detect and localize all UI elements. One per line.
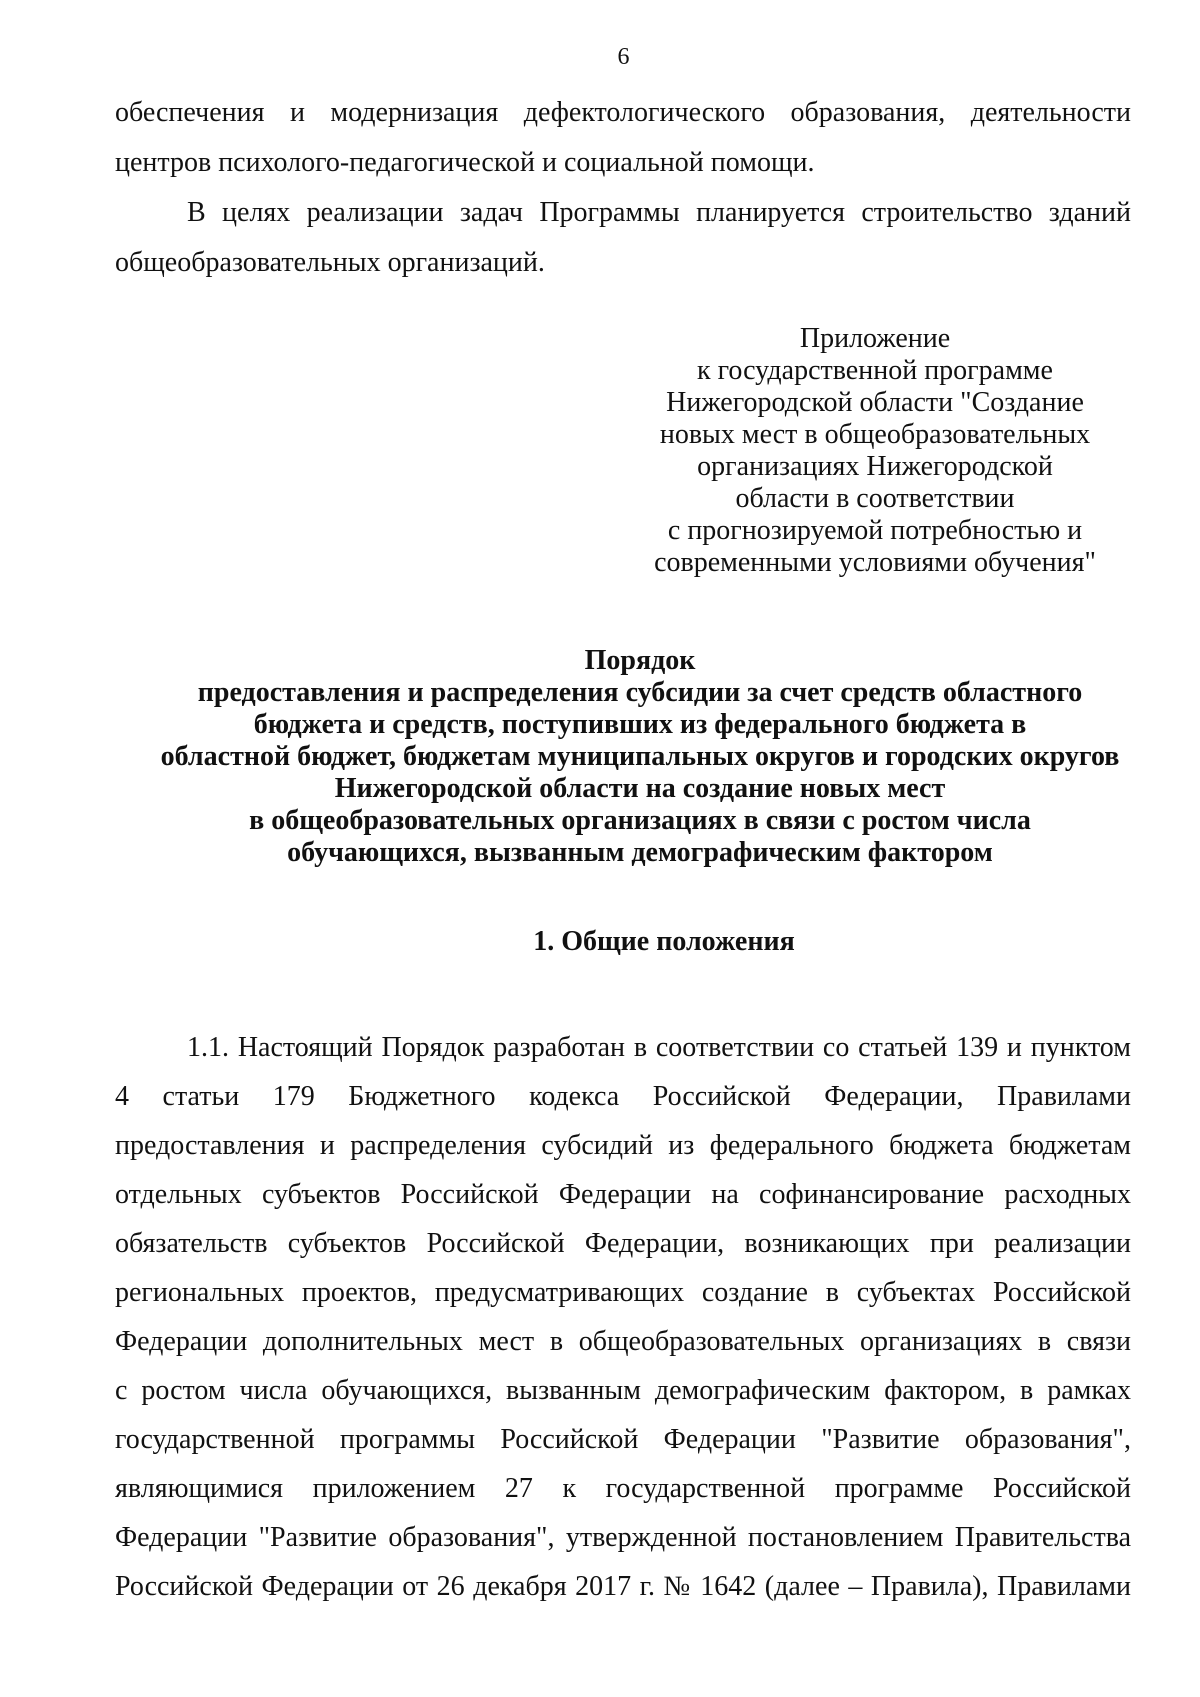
paragraph-line: отдельных субъектов Российской Федерации на софинансирование расходных [115, 1179, 1131, 1210]
paragraph-1-1 [115, 1023, 1131, 1611]
appendix-note [640, 323, 1110, 579]
paragraph-line: государственной программы Российской Федерации "Развитие образования", [115, 1424, 1131, 1455]
section-heading: 1. Общие положения [533, 926, 795, 957]
appendix-line: с прогнозируемой потребностью и [667, 515, 1083, 546]
appendix-line: области в соответствии [735, 483, 1015, 514]
paragraph-line: региональных проектов, предусматривающих создание в субъектах Российской [115, 1277, 1131, 1308]
intro-paragraph-2: В целях реализации задач Программы планируется строительство зданий общеобразовательных организаций. [115, 197, 1131, 278]
intro-line-1: обеспечения и модернизация дефектологического образования, деятельности [115, 97, 1131, 128]
intro-line-2: центров психолого-педагогической и социальной помощи. [115, 147, 815, 178]
title-line: Нижегородской области на создание новых мест [334, 773, 946, 804]
paragraph-line: 1.1. Настоящий Порядок разработан в соответствии со статьей 139 и пунктом [187, 1032, 1131, 1063]
title-line: предоставления и распределения субсидии за счет средств областного [197, 677, 1083, 708]
appendix-line: Нижегородской области "Создание [666, 387, 1084, 418]
paragraph-line: Федерации дополнительных мест в общеобразовательных организациях в связи [115, 1326, 1131, 1357]
appendix-line: организациях Нижегородской [697, 451, 1053, 482]
paragraph-line: обязательств субъектов Российской Федерации, возникающих при реализации [115, 1228, 1131, 1259]
title-line: бюджета и средств, поступивших из федерального бюджета в [253, 709, 1027, 740]
appendix-line: новых мест в общеобразовательных [659, 419, 1091, 450]
document-title [115, 645, 1165, 869]
paragraph-line: Российской Федерации от 26 декабря 2017 г. № 1642 (далее – Правила), Правилами [115, 1571, 1131, 1602]
appendix-line: Приложение [799, 323, 951, 354]
appendix-line: к государственной программе [697, 355, 1053, 386]
paragraph-line: 4 статьи 179 Бюджетного кодекса Российской Федерации, Правилами [115, 1081, 1131, 1112]
paragraph-line: являющимися приложением 27 к государственной программе Российской [115, 1473, 1131, 1504]
paragraph-line: Федерации "Развитие образования", утвержденной постановлением Правительства [115, 1522, 1131, 1553]
title-line: Порядок [584, 645, 696, 676]
page-number: 6 [617, 44, 630, 70]
intro-text [115, 88, 1131, 288]
paragraph-line: предоставления и распределения субсидий из федерального бюджета бюджетам [115, 1130, 1131, 1161]
title-line: обучающихся, вызванным демографическим фактором [287, 837, 993, 868]
paragraph-line: с ростом числа обучающихся, вызванным демографическим фактором, в рамках [115, 1375, 1131, 1406]
appendix-line: современными условиями обучения" [654, 547, 1096, 578]
title-line: в общеобразовательных организациях в связи с ростом числа [249, 805, 1031, 836]
title-line: областной бюджет, бюджетам муниципальных округов и городских округов [160, 741, 1120, 772]
